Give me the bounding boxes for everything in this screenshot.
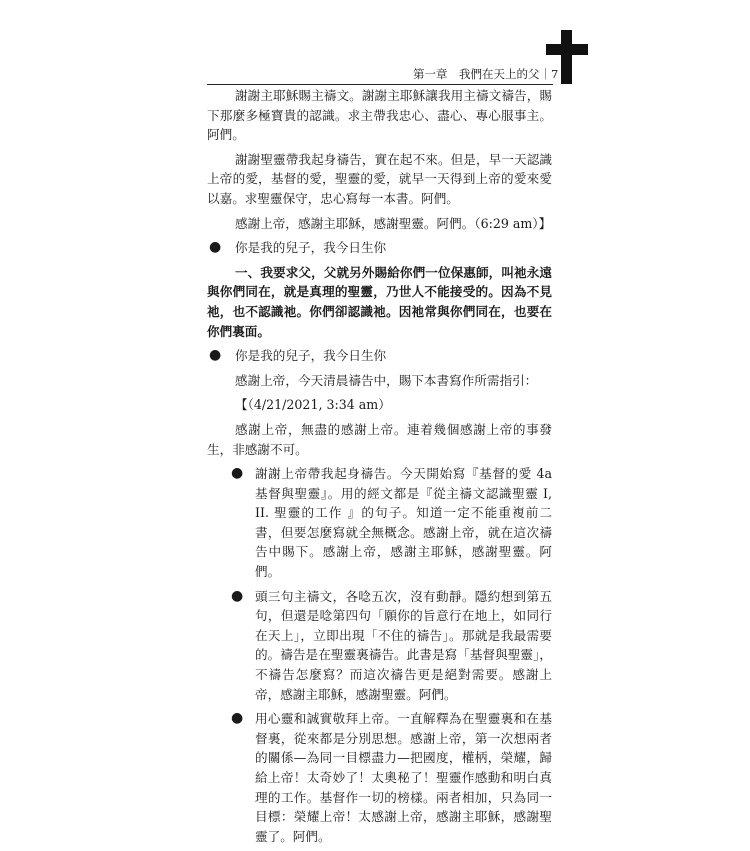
bullet-icon: ● xyxy=(209,347,222,364)
bullet-line xyxy=(207,238,552,258)
cross-icon xyxy=(561,30,572,84)
bullet-icon: ● xyxy=(231,710,244,727)
page-body xyxy=(207,86,552,851)
list-item xyxy=(207,587,552,705)
paragraph: 感謝上帝，感謝主耶穌，感謝聖靈。阿們。（6:29 am）】 xyxy=(235,215,552,231)
list-item-text: 謝謝上帝帶我起身禱告。今天開始寫『基督的愛 4a 基督與聖靈』。用的經文都是『從主禱文認識聖靈 I, II. 聖靈的工作 』的句子。知道一定不能重複前二書，但要怎麼寫就全無概念。感謝上帝，就在這次禱告中賜下。感謝上帝，感謝主耶穌，感謝聖靈。阿們。 xyxy=(255,466,552,580)
bullet-icon: ● xyxy=(231,465,244,482)
paragraph: 感謝上帝，無盡的感謝上帝。連着幾個感謝上帝的事發生，非感謝不可。 xyxy=(207,421,552,457)
paragraph: 【（4/21/2021, 3:34 am） xyxy=(235,397,391,413)
bold-paragraph: 一、我要求父，父就另外賜給你們一位保惠師，叫祂永遠與你們同在，就是真理的聖靈，乃世人不能接受的。因為不見祂，也不認識祂。你們卻認識祂。因祂常與你們同在，也要在你們裏面。 xyxy=(207,264,552,339)
list-item-text: 用心靈和誠實敬拜上帝。一直解釋為在聖靈裏和在基督裏，從來都是分別思想。感謝上帝，第一次想兩者的關係—為同一目標盡力—把國度，權柄，榮耀，歸給上帝！太奇妙了！太奧秘了！聖靈作感動和明白真理的工作。基督作一切的榜樣。兩者相加，只為同一目標：榮耀上帝！太感謝上帝，感謝主耶穌，感謝聖靈了。阿們。 xyxy=(255,711,552,844)
bullet-icon: ● xyxy=(231,587,244,604)
list-item-text: 頭三句主禱文，各唸五次，沒有動靜。隱約想到第五句，但還是唸第四句「願你的旨意行在地上，如同行在天上」，立即出現「不住的禱告」。那就是我最需要的。禱告是在聖靈裏禱告。此書是寫「基督與聖靈」，不禱告怎麼寫？而這次禱告更是絕對需要。感謝上帝，感謝主耶穌，感謝聖靈。阿們。 xyxy=(255,588,552,702)
bullet-text: 你是我的兒子，我今日生你 xyxy=(235,240,387,256)
running-header: 第一章 我們在天上的父｜7 xyxy=(413,67,559,81)
bullet-line xyxy=(207,346,552,366)
bullet-icon: ● xyxy=(209,239,222,256)
paragraph: 謝謝主耶穌賜主禱文。謝謝主耶穌讓我用主禱文禱告，賜下那麼多極寶貴的認識。求主帶我忠心、盡心、專心服事主。阿們。 xyxy=(207,88,552,143)
paragraph: 謝謝聖靈帶我起身禱告，實在起不來。但是，早一天認識上帝的愛，基督的愛，聖靈的愛，就早一天得到上帝的愛來愛以嘉。求聖靈保守，忠心寫每一本書。阿們。 xyxy=(207,151,552,206)
paragraph: 感謝上帝，今天清晨禱告中，賜下本書寫作所需指引： xyxy=(235,372,538,388)
list-item xyxy=(207,464,552,582)
cross-icon-bar xyxy=(546,44,588,55)
header-rule xyxy=(207,84,553,85)
bullet-text: 你是我的兒子，我今日生你 xyxy=(235,348,387,364)
list-item xyxy=(207,709,552,846)
